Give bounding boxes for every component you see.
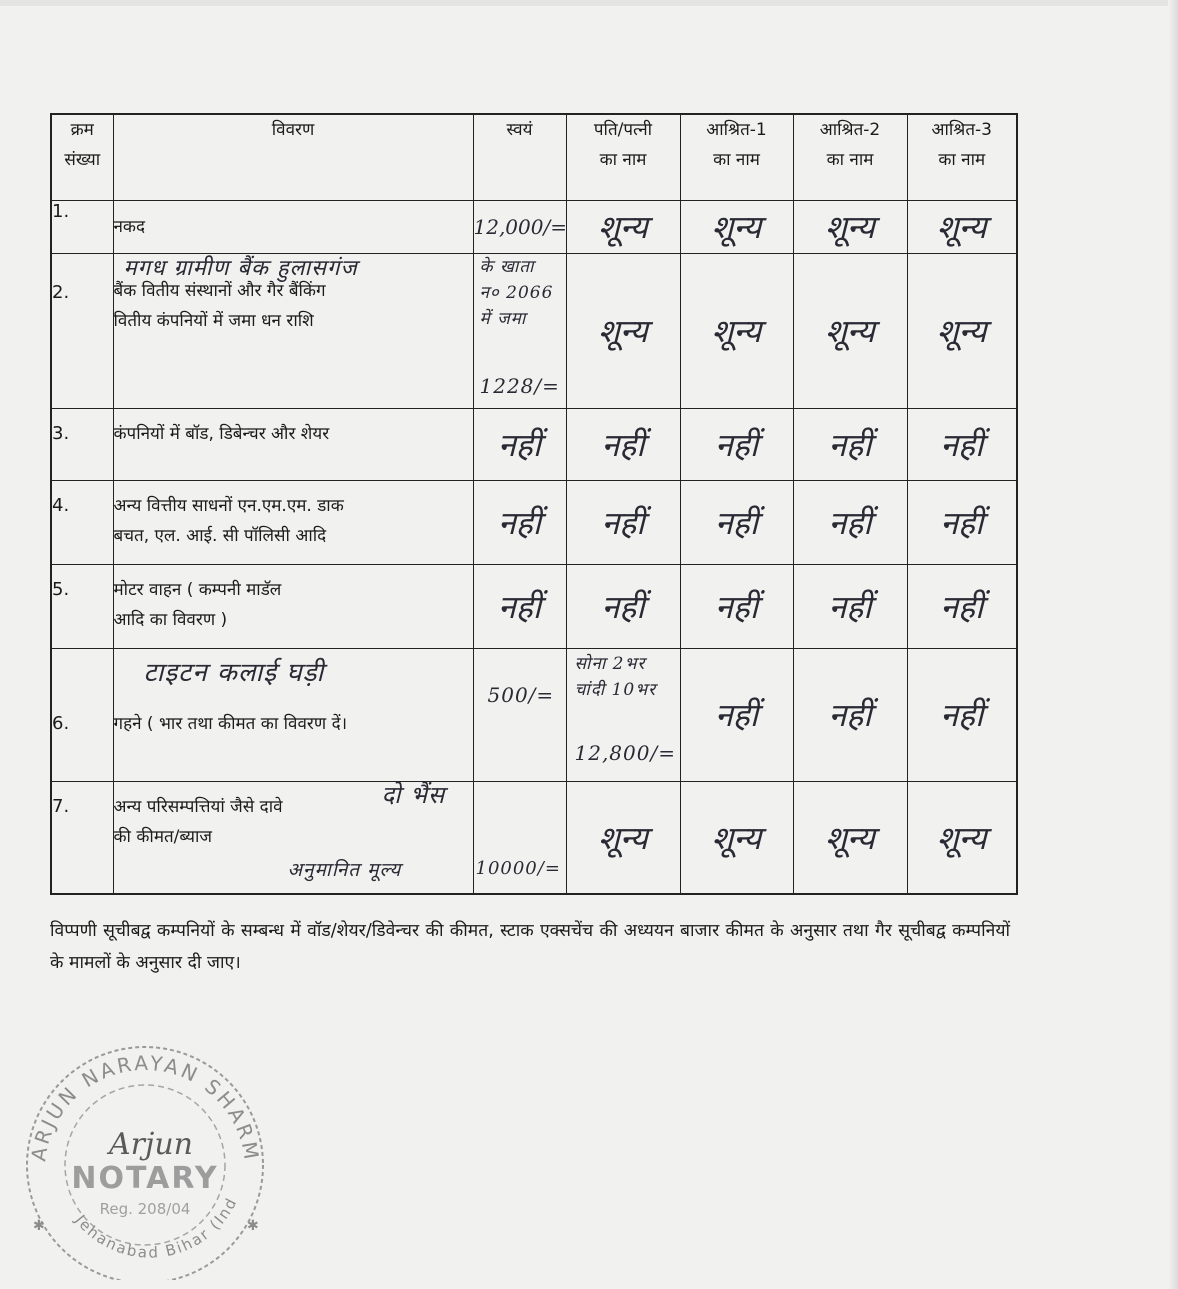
self-amount: 500/=: [487, 682, 555, 707]
seal-ring-bottom-path: Jehanabad Bihar (Ind: [71, 1193, 241, 1262]
spouse-line: सोना 2भर: [574, 653, 646, 674]
spouse-value: शून्य: [566, 253, 680, 408]
self-value: नहीं: [473, 408, 566, 480]
header-detail-label: विवरण: [271, 120, 315, 140]
dep3-value: नहीं: [907, 564, 1017, 648]
description-line: मोटर वाहन ( कम्पनी माडॅल: [113, 579, 282, 600]
dep3-value: शून्य: [907, 200, 1017, 253]
row-description: [113, 200, 473, 253]
table-row: [51, 564, 1017, 648]
description-line: अन्य परिसम्पत्तियां जैसे दावे: [113, 796, 283, 817]
self-value: [473, 781, 566, 894]
description-line: वितीय कंपनियों में जमा धन राशि: [113, 310, 314, 331]
handwritten-watch: टाइटन कलाई घड़ी: [143, 657, 325, 688]
handwritten-bank-name: मगध ग्रामीण बैंक हुलासगंज: [123, 255, 358, 281]
description-line: गहने ( भार तथा कीमत का विवरण दें।: [113, 713, 348, 734]
self-value: नहीं: [473, 564, 566, 648]
header-dep2: [793, 114, 907, 200]
seal-star-right-icon: ✱: [247, 1218, 259, 1234]
footnote-text: विप्पणी सूचीबद्व कम्पनियों के सम्बन्ध में वॉड/शेयर/डिवेन्चर की कीमत, स्टाक एक्सचेंच की अध्ययन बाजार कीमत के अनुसार तथा गैर सूचीबद्व कम्पनियों के मामलों के अनुसार दी जाए।: [50, 921, 1010, 973]
row-description: [113, 648, 473, 781]
self-line: न० 2066: [479, 282, 554, 303]
spouse-value: नहीं: [566, 564, 680, 648]
dep2-value: नहीं: [793, 648, 907, 781]
handwritten-buffalo: दो भैंस: [381, 780, 446, 809]
header-spouse-l2: का नाम: [599, 150, 647, 170]
header-serial-l2: संख्या: [64, 150, 101, 170]
row-description: [113, 781, 473, 894]
row-description: [113, 480, 473, 564]
description-line: की कीमत/ब्याज: [113, 826, 212, 847]
notary-signature: Arjun: [109, 1127, 193, 1162]
dep3-value: नहीं: [907, 480, 1017, 564]
table-row: [51, 480, 1017, 564]
row-number: 3.: [51, 408, 113, 480]
self-value: नहीं: [473, 480, 566, 564]
self-amount: 10000/=: [475, 857, 561, 879]
header-dep2-l1: आश्रित-2: [819, 120, 881, 140]
self-line: के खाता: [479, 256, 535, 277]
row-description: [113, 408, 473, 480]
row-number: 4.: [51, 480, 113, 564]
dep1-value: शून्य: [680, 781, 793, 894]
dep3-value: शून्य: [907, 781, 1017, 894]
description-line: आदि का विवरण ): [113, 609, 228, 630]
description-line: बचत, एल. आई. सी पॉलिसी आदि: [113, 525, 327, 546]
header-detail: [113, 114, 473, 200]
dep2-value: नहीं: [793, 480, 907, 564]
dep1-value: नहीं: [680, 480, 793, 564]
table-row: [51, 648, 1017, 781]
header-dep3-l2: का नाम: [938, 150, 986, 170]
seal-reg-number: Reg. 208/04: [99, 1200, 191, 1218]
header-dep1-l1: आश्रित-1: [706, 120, 767, 140]
row-number: 7.: [51, 781, 113, 894]
description-line: बैंक वितीय संस्थानों और गैर बैंकिंग: [113, 280, 326, 301]
spouse-value: नहीं: [566, 408, 680, 480]
dep1-value: शून्य: [680, 200, 793, 253]
seal-notary-label: NOTARY: [71, 1161, 219, 1196]
header-row: [51, 114, 1017, 200]
header-spouse-l1: पति/पत्नी: [593, 120, 653, 140]
row-number: 6.: [51, 648, 113, 781]
header-dep3-l1: आश्रित-3: [931, 120, 992, 140]
self-value: [473, 253, 566, 408]
row-description: [113, 253, 473, 408]
dep2-value: शून्य: [793, 781, 907, 894]
dep3-value: नहीं: [907, 408, 1017, 480]
spouse-line: चांदी 10भर: [574, 679, 657, 700]
dep2-value: नहीं: [793, 564, 907, 648]
header-serial-l1: क्रम: [70, 120, 94, 140]
row-number: 1.: [51, 200, 113, 253]
description-line: नकद: [113, 216, 146, 237]
row-number: 5.: [51, 564, 113, 648]
seal-star-left-icon: ✱: [33, 1218, 45, 1234]
spouse-value: [566, 648, 680, 781]
description-line: कंपनियों में बॉड, डिबेन्चर और शेयर: [113, 423, 330, 444]
header-self-label: स्वयं: [506, 120, 533, 140]
footnote: [50, 915, 1010, 979]
dep1-value: नहीं: [680, 648, 793, 781]
spouse-value: नहीं: [566, 480, 680, 564]
dep2-value: शून्य: [793, 200, 907, 253]
header-dep1: [680, 114, 793, 200]
notary-seal: [15, 1030, 275, 1280]
table-row: [51, 253, 1017, 408]
table-row: [51, 200, 1017, 253]
notary-seal-graphic: [15, 1030, 275, 1280]
spouse-value: शून्य: [566, 200, 680, 253]
header-dep2-l2: का नाम: [826, 150, 874, 170]
dep2-value: नहीं: [793, 408, 907, 480]
spouse-value: शून्य: [566, 781, 680, 894]
handwritten-estimated-value: अनुमानित मूल्य: [287, 858, 402, 881]
table-row: [51, 781, 1017, 894]
self-line: में जमा: [479, 308, 527, 329]
header-serial: [51, 114, 113, 200]
table-row: [51, 408, 1017, 480]
header-dep3: [907, 114, 1017, 200]
self-line: 1228/=: [479, 373, 560, 398]
dep1-value: नहीं: [680, 564, 793, 648]
spouse-line: 12,800/=: [574, 740, 676, 765]
scan-top-edge: [0, 0, 1178, 6]
dep1-value: शून्य: [680, 253, 793, 408]
row-number: 2.: [51, 253, 113, 408]
self-value: 12,000/=: [473, 200, 566, 253]
dep3-value: शून्य: [907, 253, 1017, 408]
header-spouse: [566, 114, 680, 200]
header-dep1-l2: का नाम: [713, 150, 760, 170]
scan-right-edge: [1168, 0, 1178, 1289]
row-description: [113, 564, 473, 648]
dep2-value: शून्य: [793, 253, 907, 408]
seal-ring-top-path: ARJUN NARAYAN SHARM: [26, 1050, 264, 1164]
description-line: अन्य वित्तीय साधनों एन.एम.एम. डाक: [113, 495, 344, 516]
header-self: [473, 114, 566, 200]
dep1-value: नहीं: [680, 408, 793, 480]
dep3-value: नहीं: [907, 648, 1017, 781]
self-value: [473, 648, 566, 781]
assets-table: [50, 113, 1018, 895]
